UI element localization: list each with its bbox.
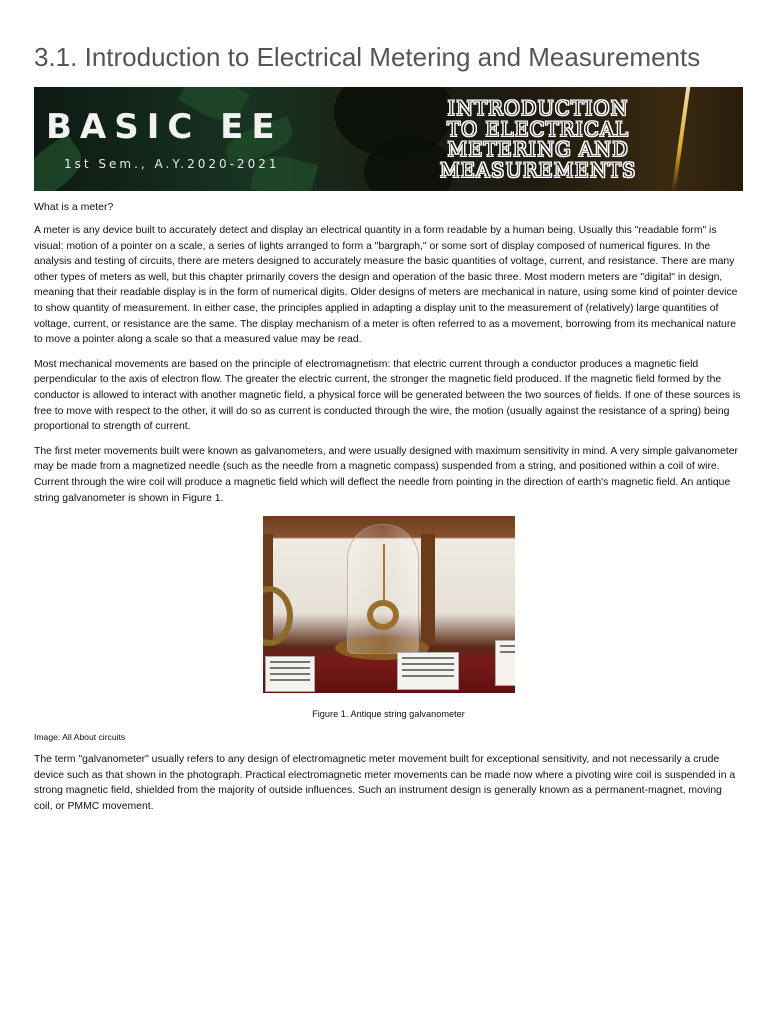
galvanometer-photo — [263, 516, 515, 693]
paragraph-galvanometer-term: The term "galvanometer" usually refers to any design of electromagnetic meter movement built for exceptional sensitivity, and not necessarily a crude device such as that shown in the photograph. Practical electromagnetic meter movements can be made now where a pivoting wire coil is suspended in a strong magnetic field, shielded from the majority of outside influences. Such an instrument design is generally known as a permanent-magnet, moving coil, or PMMC movement. — [34, 754, 736, 812]
banner-heading-line: INTRODUCTION — [447, 97, 629, 120]
figure-1 — [34, 516, 743, 720]
banner-brand: BASIC EE — [46, 107, 283, 147]
document-page — [34, 0, 743, 814]
paragraph-galvanometers: The first meter movements built were known as galvanometers, and were usually designed with maximum sensitivity in mind. A very simple galvanometer may be made from a magnetized needle (such as the needle from a magnetic compass) suspended from a string, and positioned within a coil of wire. Current through the wire coil will produce a magnetic field which will deflect the needle from pointing in the direction of earth's magnetic field. An antique string galvanometer is shown in Figure 1. — [34, 445, 738, 504]
image-credit: Image: All About circuits — [34, 732, 126, 743]
page-title: 3.1. Introduction to Electrical Metering and Measurements — [34, 42, 701, 72]
paragraph-electromagnetism: Most mechanical movements are based on the principle of electromagnetism: that electric current through a conductor produces a magnetic field perpendicular to the axis of electron flow. The greater the electric current, the stronger the magnetic field produced. If the magnetic field formed by the conductor is allowed to interact with another magnetic field, a physical force will be generated between the two sources of fields. If one of these sources is free to move with respect to the other, it will do so as current is conducted through the wire, the motion (usually against the resistance of a spring) being proportional to strength of current. — [34, 358, 741, 433]
banner-heading — [422, 99, 654, 181]
chapter-banner-image — [34, 87, 743, 191]
lightning-bolt — [672, 87, 691, 191]
section-question: What is a meter? — [34, 201, 114, 213]
banner-heading-line: TO ELECTRICAL — [447, 117, 629, 141]
banner-heading-line: MEASUREMENTS — [439, 158, 637, 182]
banner-heading-line: METERING AND — [447, 138, 629, 161]
paragraph-meter-definition: A meter is any device built to accurately detect and display an electrical quantity in a form readable by a human being. Usually this "readable form" is visual: motion of a pointer on a scale, a series of lights arranged to form a "bargraph," or some sort of display composed of numerical figures. In the analysis and testing of circuits, there are meters designed to accurately measure the basic quantities of voltage, current, and resistance. There are many other types of meters as well, but this chapter primarily covers the design and operation of the basic three. Most modern meters are "digital" in design, meaning that their readable display is in the form of numerical digits. Older designs of meters are mechanical in nature, using some kind of pointer device to show quantity of measurement. In either case, the principles applied in adapting a display unit to the measurement of (relatively) large quantities of voltage, current, or resistance are the same. The display mechanism of a meter is often referred to as a movement, borrowing from its mechanical nature to move a pointer along a scale so that a measured value may be read. — [34, 225, 738, 346]
figure-caption: Figure 1. Antique string galvanometer — [312, 709, 465, 720]
banner-semester: 1st Sem., A.Y.2020-2021 — [64, 157, 280, 171]
